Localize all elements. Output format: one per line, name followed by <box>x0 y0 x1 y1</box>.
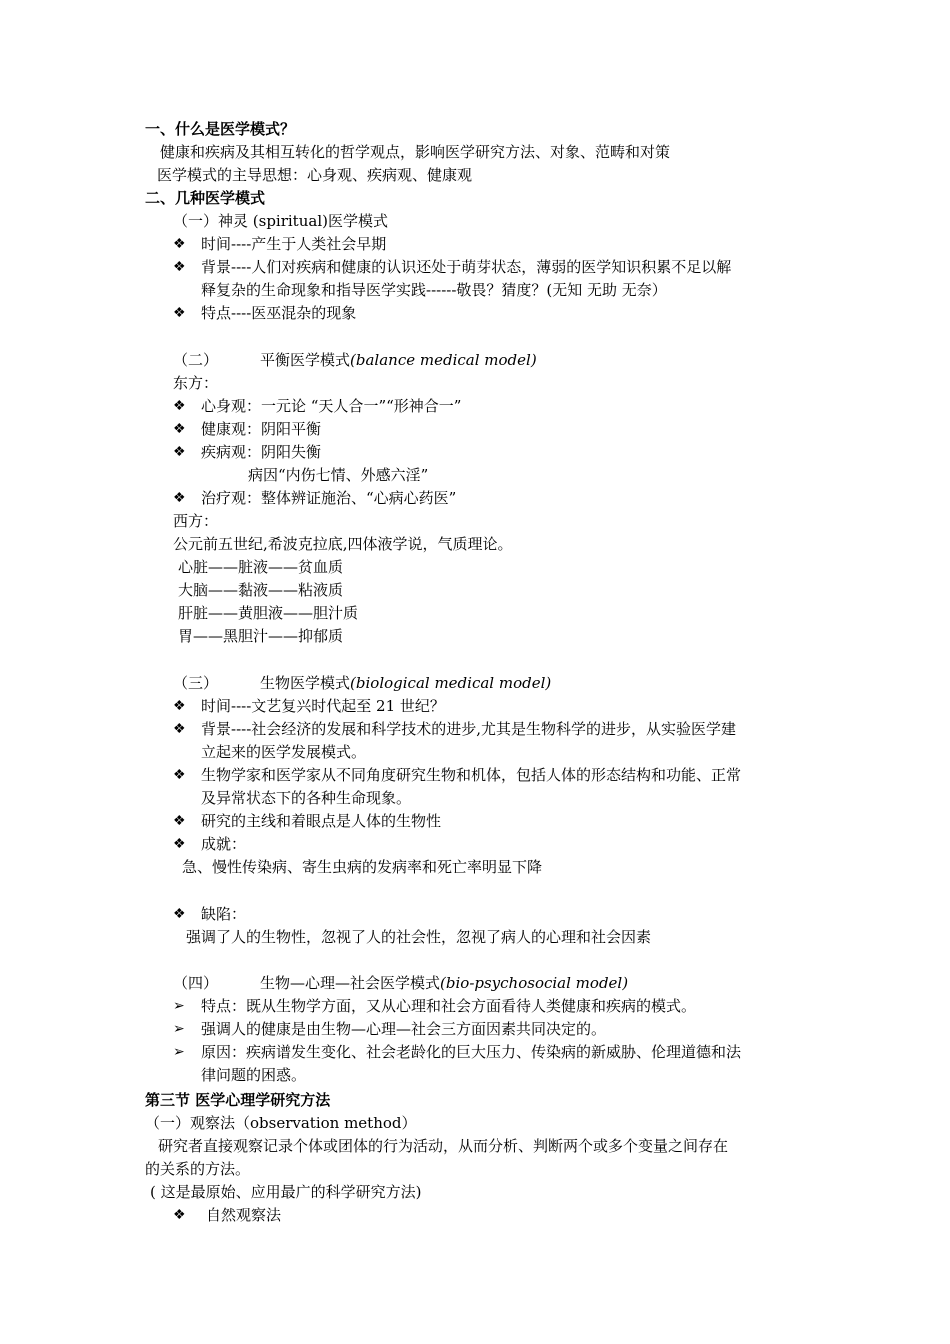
subsection-title: （一）观察法（observation method） <box>145 1114 417 1132</box>
paragraph: 研究者直接观察记录个体或团体的行为活动，从而分析、判断两个或多个变量之间存在 <box>158 1137 729 1155</box>
section-heading-1: 一、什么是医学模式？ <box>145 120 296 138</box>
paragraph: 强调了人的生物性，忽视了人的社会性，忽视了病人的心理和社会因素 <box>186 928 652 946</box>
diamond-bullet-icon: ❖ <box>173 906 186 922</box>
paragraph: 医学模式的主导思想：心身观、疾病观、健康观 <box>157 166 473 184</box>
diamond-bullet-icon: ❖ <box>173 421 186 437</box>
section-heading-2: 二、几种医学模式 <box>145 189 266 207</box>
paragraph: 急、慢性传染病、寄生虫病的发病率和死亡率明显下降 <box>182 858 543 876</box>
diamond-bullet-icon: ❖ <box>173 398 186 414</box>
list-item-continuation: 释复杂的生命现象和指导医学实践------敬畏？猜度？(无知 无助 无奈） <box>201 281 667 299</box>
subsection-title: （二） 平衡医学模式(balance medical model) <box>173 351 537 369</box>
paragraph: 公元前五世纪,希波克拉底,四体液学说，气质理论。 <box>173 535 513 553</box>
list-item-continuation: 立起来的医学发展模式。 <box>201 743 367 761</box>
arrow-bullet-icon: ➢ <box>173 998 185 1014</box>
temperament-line: 心脏——脏液——贫血质 <box>178 558 344 576</box>
paragraph: 健康和疾病及其相互转化的哲学观点，影响医学研究方法、对象、范畴和对策 <box>160 143 671 161</box>
diamond-bullet-icon: ❖ <box>173 236 186 252</box>
diamond-bullet-icon: ❖ <box>173 721 186 737</box>
subsection-title: （一）神灵 (spiritual)医学模式 <box>173 212 388 230</box>
paragraph: ( 这是最原始、应用最广的科学研究方法) <box>150 1183 422 1201</box>
document-page: 一、什么是医学模式？ 健康和疾病及其相互转化的哲学观点，影响医学研究方法、对象、范畴和对策 医学模式的主导思想：心身观、疾病观、健康观 二、几种医学模式 （一）神灵 (spiritual)医学模式 ❖ 时间----产生于人类社会早期 ❖ 背景----人们对疾病和健康的认识还处于萌芽状态，薄弱的医学知识积累不足以解 释复杂的生命现象和指导医学实践------敬畏？猜度？(无知 无助 无奈） ❖ 特点----医巫混杂的现象 （二） 平衡医学模式(balance medical model) 东方： ❖ 心身观：一元论 “天人合一”“形神合一” ❖ 健康观：阴阳平衡 ❖ 疾病观：阴阳失衡 病因“内伤七情、外感六淫” ❖ 治疗观：整体辨证施治、“心病心药医” 西方： 公元前五世纪,希波克拉底,四体液学说，气质理论。 心脏——脏液——贫血质 大脑——黏液——粘液质 肝脏——黄胆液——胆汁质 胃——黑胆汁——抑郁质 （三） 生物医学模式(biological medical model) ❖ 时间----文艺复兴时代起至 21 世纪？ ❖ 背景----社会经济的发展和科学技术的进步,尤其是生物科学的进步，从实验医学建 立起来的医学发展模式。 ❖ 生物学家和医学家从不同角度研究生物和机体，包括人体的形态结构和功能、正常 及异常状态下的各种生命现象。 ❖ 研究的主线和着眼点是人体的生物性 ❖ 成就： 急、慢性传染病、寄生虫病的发病率和死亡率明显下降 ❖ 缺陷： 强调了人的生物性，忽视了人的社会性，忽视了病人的心理和社会因素 （四） 生物—心理—社会医学模式(bio-psychosocial model) ➢ 特点：既从生物学方面，又从心理和社会方面看待人类健康和疾病的模式。 ➢ 强调人的健康是由生物—心理—社会三方面因素共同决定的。 ➢ 原因：疾病谱发生变化、社会老龄化的巨大压力、传染病的新威胁、伦理道德和法 律问题的困惑。 第三节 医学心理学研究方法 （一）观察法（observation method） 研究者直接观察记录个体或团体的行为活动，从而分析、判断两个或多个变量之间存在 的关系的方法。 ( 这是最原始、应用最广的科学研究方法) ❖ 自然观察法 <box>0 0 950 1344</box>
list-item-continuation: 病因“内伤七情、外感六淫” <box>248 466 429 484</box>
label-east: 东方： <box>173 374 219 392</box>
temperament-line: 胃——黑胆汁——抑郁质 <box>178 627 344 645</box>
diamond-bullet-icon: ❖ <box>173 813 186 829</box>
paragraph: 的关系的方法。 <box>145 1160 251 1178</box>
subsection-title: （三） 生物医学模式(biological medical model) <box>173 674 552 692</box>
arrow-bullet-icon: ➢ <box>173 1044 185 1060</box>
diamond-bullet-icon: ❖ <box>173 259 186 275</box>
arrow-bullet-icon: ➢ <box>173 1021 185 1037</box>
subsection-title: （四） 生物—心理—社会医学模式(bio-psychosocial model) <box>173 974 629 992</box>
temperament-line: 肝脏——黄胆液——胆汁质 <box>178 604 359 622</box>
diamond-bullet-icon: ❖ <box>173 1207 186 1223</box>
diamond-bullet-icon: ❖ <box>173 767 186 783</box>
diamond-bullet-icon: ❖ <box>173 490 186 506</box>
section-heading-3: 第三节 医学心理学研究方法 <box>145 1091 331 1109</box>
list-item-continuation: 律问题的困惑。 <box>201 1066 307 1084</box>
temperament-line: 大脑——黏液——粘液质 <box>178 581 344 599</box>
diamond-bullet-icon: ❖ <box>173 444 186 460</box>
diamond-bullet-icon: ❖ <box>173 698 186 714</box>
list-item-continuation: 及异常状态下的各种生命现象。 <box>201 789 412 807</box>
label-west: 西方： <box>173 512 219 530</box>
diamond-bullet-icon: ❖ <box>173 305 186 321</box>
diamond-bullet-icon: ❖ <box>173 836 186 852</box>
